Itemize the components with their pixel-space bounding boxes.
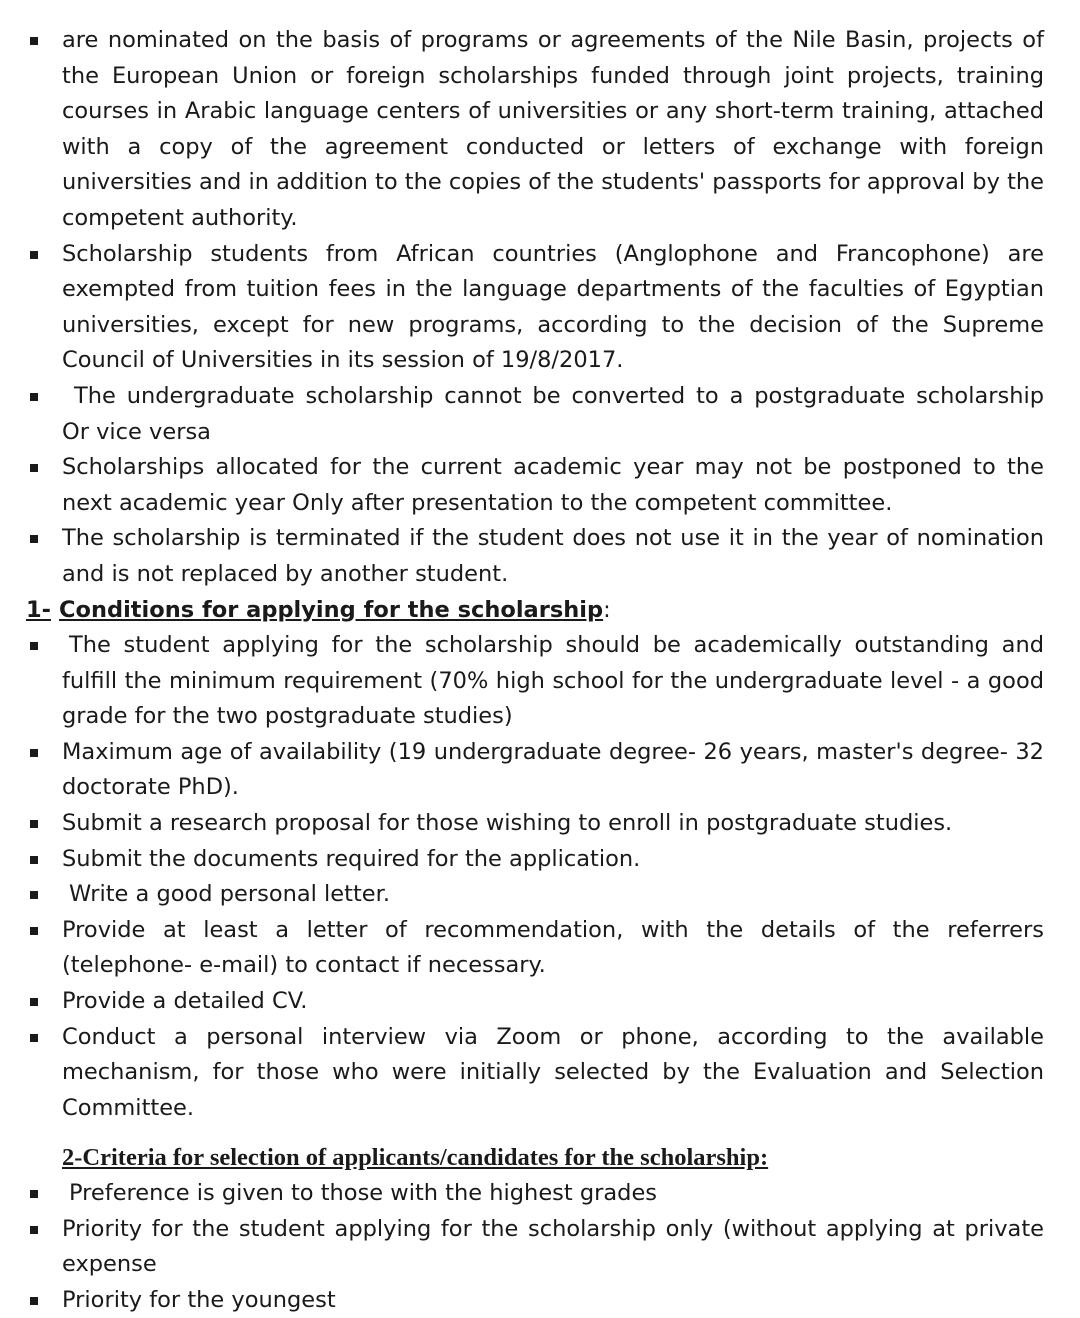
- section1-bullet-item: [0, 984, 1080, 1020]
- section2-heading: 2-Criteria for selection of applicants/candidates for the scholarship:: [62, 1144, 769, 1172]
- square-bullet-icon: [30, 1034, 38, 1042]
- square-bullet-icon: [30, 891, 38, 899]
- intro-bullet-item: [0, 521, 1080, 592]
- square-bullet-icon: [30, 1226, 38, 1234]
- bullet-text: are nominated on the basis of programs or agreements of the Nile Basin, projects of the European Union or foreign scholarships funded through joint projects, training courses in Arabic language centers of universities or any short-term training, attached with a copy of the agreement conducted or letters of exchange with foreign universities and in addition to the copies of the students' passports for approval by the competent authority.: [62, 27, 1044, 231]
- square-bullet-icon: [30, 927, 38, 935]
- intro-bullet-item: [0, 450, 1080, 521]
- section2-bullet-item: [0, 1283, 1080, 1318]
- square-bullet-icon: [30, 856, 38, 864]
- bullet-text: The undergraduate scholarship cannot be converted to a postgraduate scholarship Or vice versa: [62, 382, 1044, 445]
- bullet-text: Priority for the student applying for the scholarship only (without applying at private expense: [62, 1215, 1044, 1278]
- section1-bullet-item: [0, 806, 1080, 842]
- square-bullet-icon: [30, 37, 38, 45]
- bullet-text: Priority for the youngest: [62, 1286, 336, 1313]
- square-bullet-icon: [30, 393, 38, 401]
- intro-bullet-item: [0, 23, 1080, 237]
- section2-bullet-item: [0, 1176, 1080, 1212]
- square-bullet-icon: [30, 642, 38, 650]
- intro-bullet-item: [0, 237, 1080, 379]
- section1-number: 1-: [26, 596, 51, 623]
- square-bullet-icon: [30, 464, 38, 472]
- bullet-text: Conduct a personal interview via Zoom or phone, according to the available mechanism, for those who were initially selected by the Evaluation and Selection Committee.: [62, 1023, 1044, 1121]
- section1-bullet-item: [0, 877, 1080, 913]
- section1-bullet-item: [0, 628, 1080, 735]
- section1-title: Conditions for applying for the scholarship: [59, 596, 604, 623]
- bullet-text: Preference is given to those with the highest grades: [69, 1180, 658, 1206]
- square-bullet-icon: [30, 1190, 38, 1198]
- intro-bullet-item: [0, 379, 1080, 450]
- square-bullet-icon: [30, 1297, 38, 1305]
- section1-colon: :: [603, 596, 611, 623]
- section1-heading: [0, 593, 1080, 629]
- square-bullet-icon: [30, 998, 38, 1006]
- section1-bullet-item: [0, 842, 1080, 878]
- square-bullet-icon: [30, 749, 38, 757]
- bullet-text: Provide a detailed CV.: [62, 988, 308, 1015]
- section1-bullet-item: [0, 735, 1080, 806]
- square-bullet-icon: [30, 251, 38, 259]
- square-bullet-icon: [30, 535, 38, 543]
- bullet-text: Maximum age of availability (19 undergraduate degree- 26 years, master's degree- 32 doctorate PhD).: [62, 738, 1044, 801]
- section1-bullet-item: [0, 913, 1080, 984]
- bullet-text: Submit a research proposal for those wishing to enroll in postgraduate studies.: [62, 810, 953, 837]
- bullet-text: Scholarships allocated for the current academic year may not be postponed to the next academic year Only after presentation to the competent committee.: [62, 454, 1044, 516]
- bullet-text: Write a good personal letter.: [69, 881, 390, 908]
- bullet-text: Provide at least a letter of recommendation, with the details of the referrers (telephone- e-mail) to contact if necessary.: [62, 916, 1044, 979]
- bullet-text: The scholarship is terminated if the student does not use it in the year of nomination and is not replaced by another student.: [62, 525, 1044, 587]
- bullet-text: Submit the documents required for the application.: [62, 845, 641, 872]
- document: [0, 23, 1080, 1318]
- bullet-text: Scholarship students from African countries (Anglophone and Francophone) are exempted from tuition fees in the language departments of the faculties of Egyptian universities, except for new programs, according to the decision of the Supreme Council of Universities in its session of 19/8/2017.: [62, 240, 1044, 374]
- section1-bullet-item: [0, 1020, 1080, 1127]
- square-bullet-icon: [30, 820, 38, 828]
- section2-bullet-item: [0, 1212, 1080, 1283]
- bullet-text: The student applying for the scholarship should be academically outstanding and fulfill the minimum requirement (70% high school for the undergraduate level - a good grade for the two postgraduate studies): [62, 632, 1044, 730]
